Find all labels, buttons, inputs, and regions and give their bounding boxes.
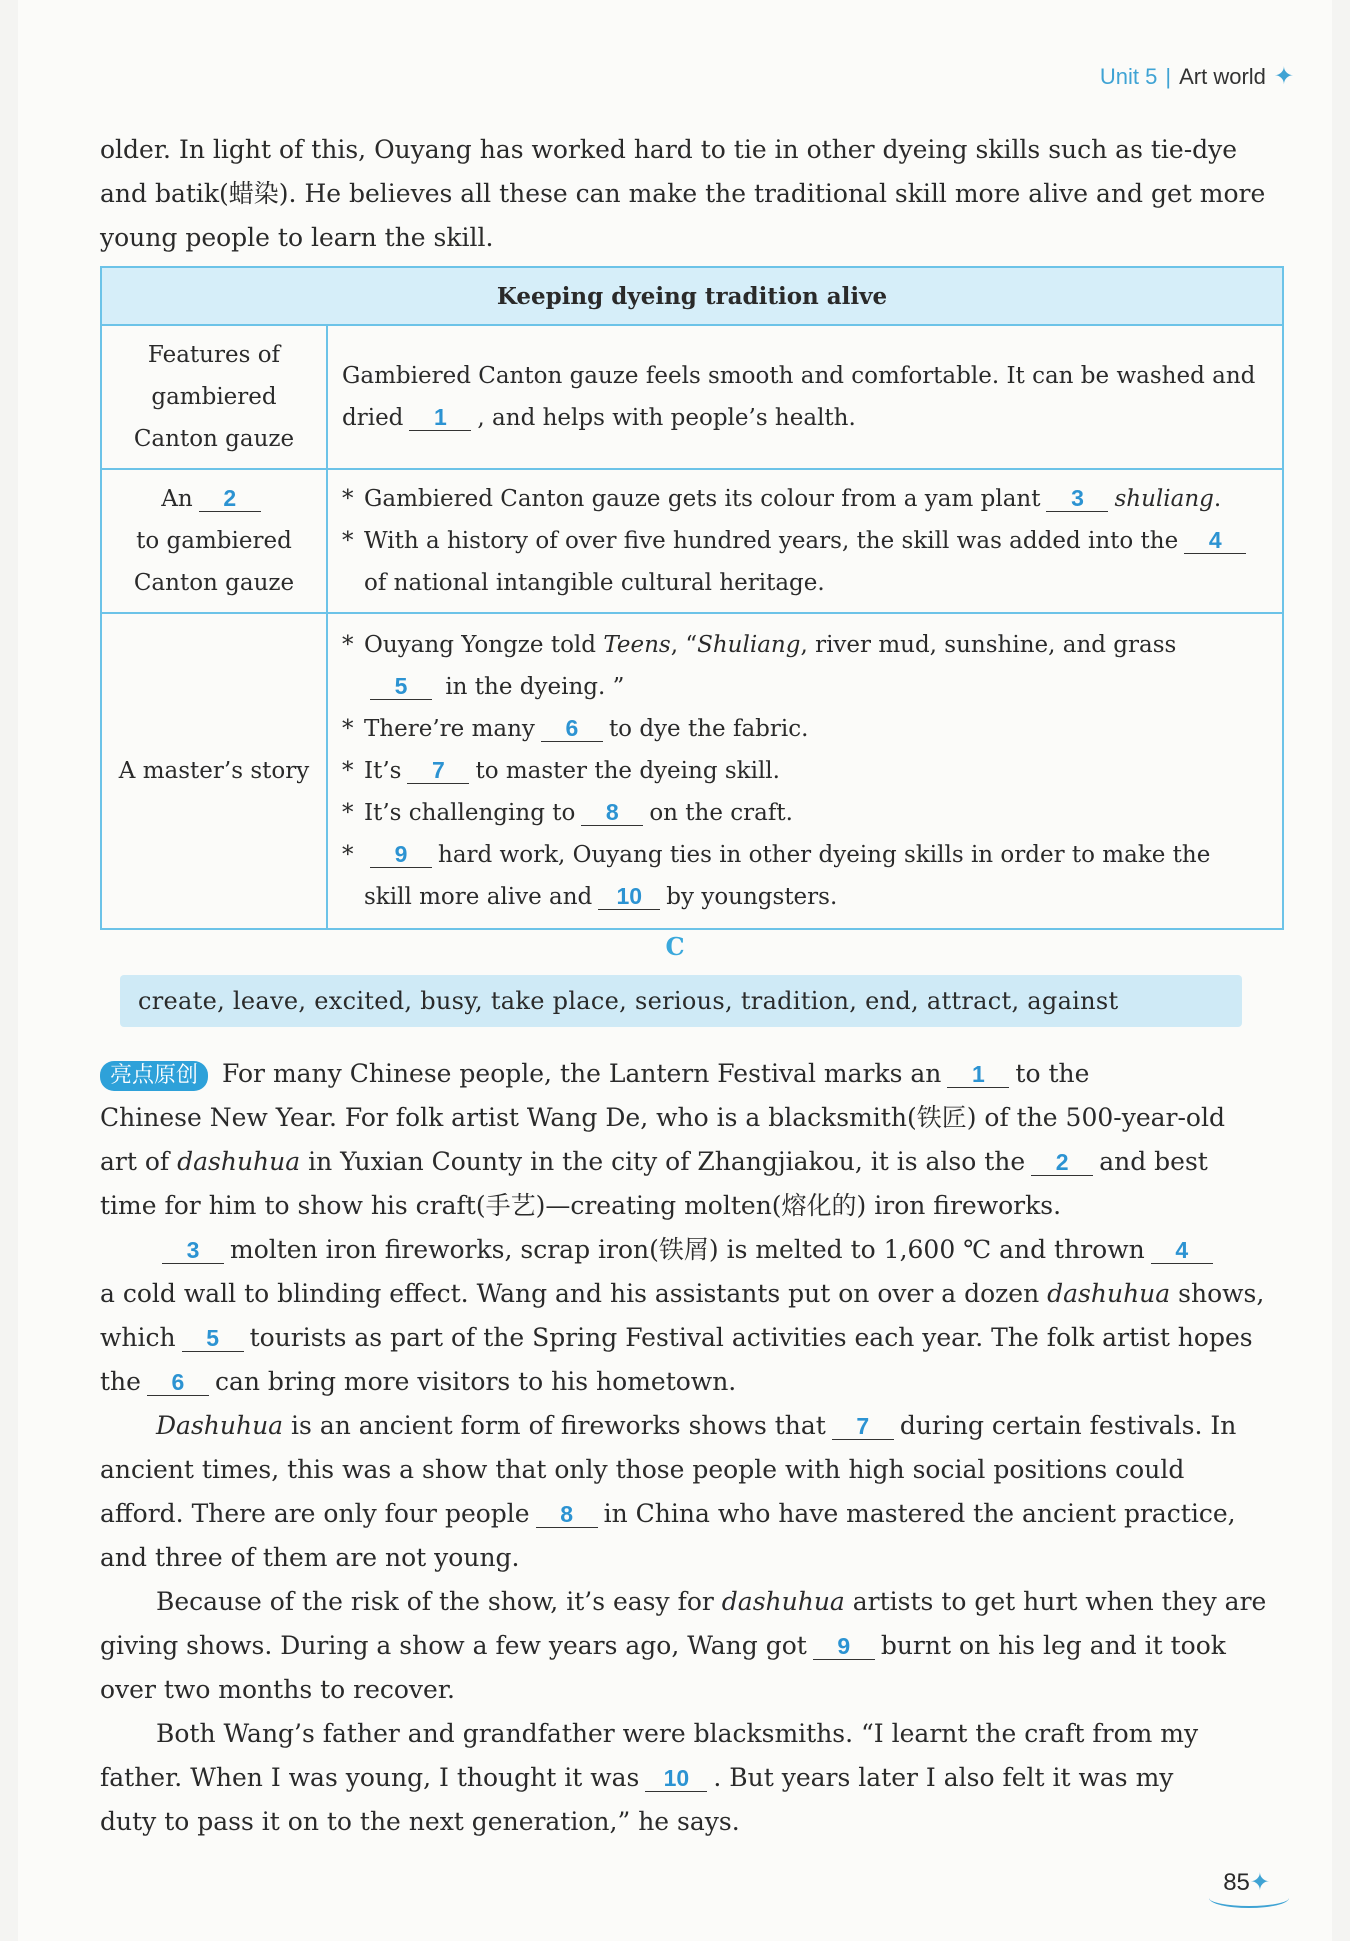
decorative-arc (1209, 1888, 1289, 1908)
row-heading-features: Features of gambiered Canton gauze (101, 325, 327, 469)
original-badge: 亮点原创 (100, 1061, 208, 1091)
row-heading-introduction: An 2 to gambiered Canton gauze (101, 469, 327, 613)
sparkle-icon: ✦ (1249, 1869, 1270, 1896)
passage: 亮点原创 For many Chinese people, the Lantern Festival marks an 1 to the Chinese New Year. For folk artist Wang De, who is a blacksmith(铁匠) of the 500-year-old art of dashuhua in Yuxian County in the city of Zhangjiakou, it is also the 2 and best time for him to show his craft(手艺)—creating molten(熔化的) iron fireworks. 3 molten iron fireworks, scrap iron(铁屑) is melted to 1,600 ℃ and thrown 4 a cold wall to blinding effect. Wang and his assistants put on over a dozen dashuhua shows, which 5 tourists as part of the Spring Festival activities each year. The folk artist hopes the 6 can bring more visitors to his hometown. Dashuhua is an ancient form of fireworks shows that 7 during certain festivals. In ancient times, this was a show that only those people with high social positions could afford. There are only four people 8 in China who have mastered the ancient practice, and three of them are not young. Because of the risk of the show, it’s easy for dashuhua artists to get hurt when they are giving shows. During a show a few years ago, Wang got 9 burnt on his leg and it took over two months to recover. Both Wang’s father and grandfather were blacksmiths. “I learnt the craft from my father. When I was young, I thought it was 10 . But years later I also felt it was my duty to pass it on to the next generation,” he says. (100, 1059, 1267, 1836)
passage-blank-2[interactable]: 2 (1031, 1149, 1093, 1176)
blank-10[interactable]: 10 (598, 883, 660, 910)
passage-blank-4[interactable]: 4 (1151, 1237, 1213, 1264)
passage-blank-1[interactable]: 1 (947, 1061, 1009, 1088)
unit-title: Art world (1179, 63, 1266, 89)
passage-blank-6[interactable]: 6 (147, 1369, 209, 1396)
intro-paragraph: older. In light of this, Ouyang has worked hard to tie in other dyeing skills such as tie-dye and batik(蜡染). He believes all these can make the traditional skill more alive and get more young people to learn the skill. (100, 135, 1266, 252)
row-content-master-story: * Ouyang Yongze told Teens, “Shuliang, river mud, sunshine, and grass 5 in the dyeing. ” * There’re many 6 to dye the fabric. * It’s 7 to master the dyeing skill. * It’s challenging to 8 on the craft. * 9 hard work, Ouyang ties in other dyeing skills in order to make the skill more alive and 10 by youngsters. (327, 613, 1283, 929)
unit-label: Unit 5 (1099, 63, 1158, 89)
blank-8[interactable]: 8 (581, 799, 643, 826)
summary-table (100, 266, 1284, 930)
blank-4[interactable]: 4 (1184, 527, 1246, 554)
running-header (1100, 62, 1294, 91)
blank-6[interactable]: 6 (541, 715, 603, 742)
sparkle-icon: ✦ (1273, 63, 1294, 90)
word-bank: create, leave, excited, busy, take place, serious, tradition, end, attract, against (120, 975, 1242, 1027)
row-heading-master-story: A master’s story (101, 613, 327, 929)
row-content-introduction: * Gambiered Canton gauze gets its colour from a yam plant 3 shuliang. * With a history of over five hundred years, the skill was added into the 4 of national intangible cultural heritage. (327, 469, 1283, 613)
passage-blank-5[interactable]: 5 (182, 1325, 244, 1352)
passage-blank-8[interactable]: 8 (536, 1501, 598, 1528)
passage-blank-3[interactable]: 3 (162, 1237, 224, 1264)
table-title: Keeping dyeing tradition alive (101, 267, 1283, 325)
blank-9[interactable]: 9 (370, 841, 432, 868)
passage-blank-9[interactable]: 9 (813, 1633, 875, 1660)
passage-blank-7[interactable]: 7 (832, 1413, 894, 1440)
passage-blank-10[interactable]: 10 (645, 1765, 707, 1792)
blank-3[interactable]: 3 (1046, 485, 1108, 512)
blank-5[interactable]: 5 (370, 673, 432, 700)
blank-2[interactable]: 2 (199, 485, 261, 512)
header-separator: | (1165, 63, 1172, 89)
blank-7[interactable]: 7 (407, 757, 469, 784)
row-content-features: Gambiered Canton gauze feels smooth and comfortable. It can be washed and dried 1 , and helps with people’s health. (327, 325, 1283, 469)
section-c-label: C (665, 932, 685, 961)
page-number: 85✦ (1223, 1868, 1270, 1897)
blank-1[interactable]: 1 (409, 404, 471, 431)
